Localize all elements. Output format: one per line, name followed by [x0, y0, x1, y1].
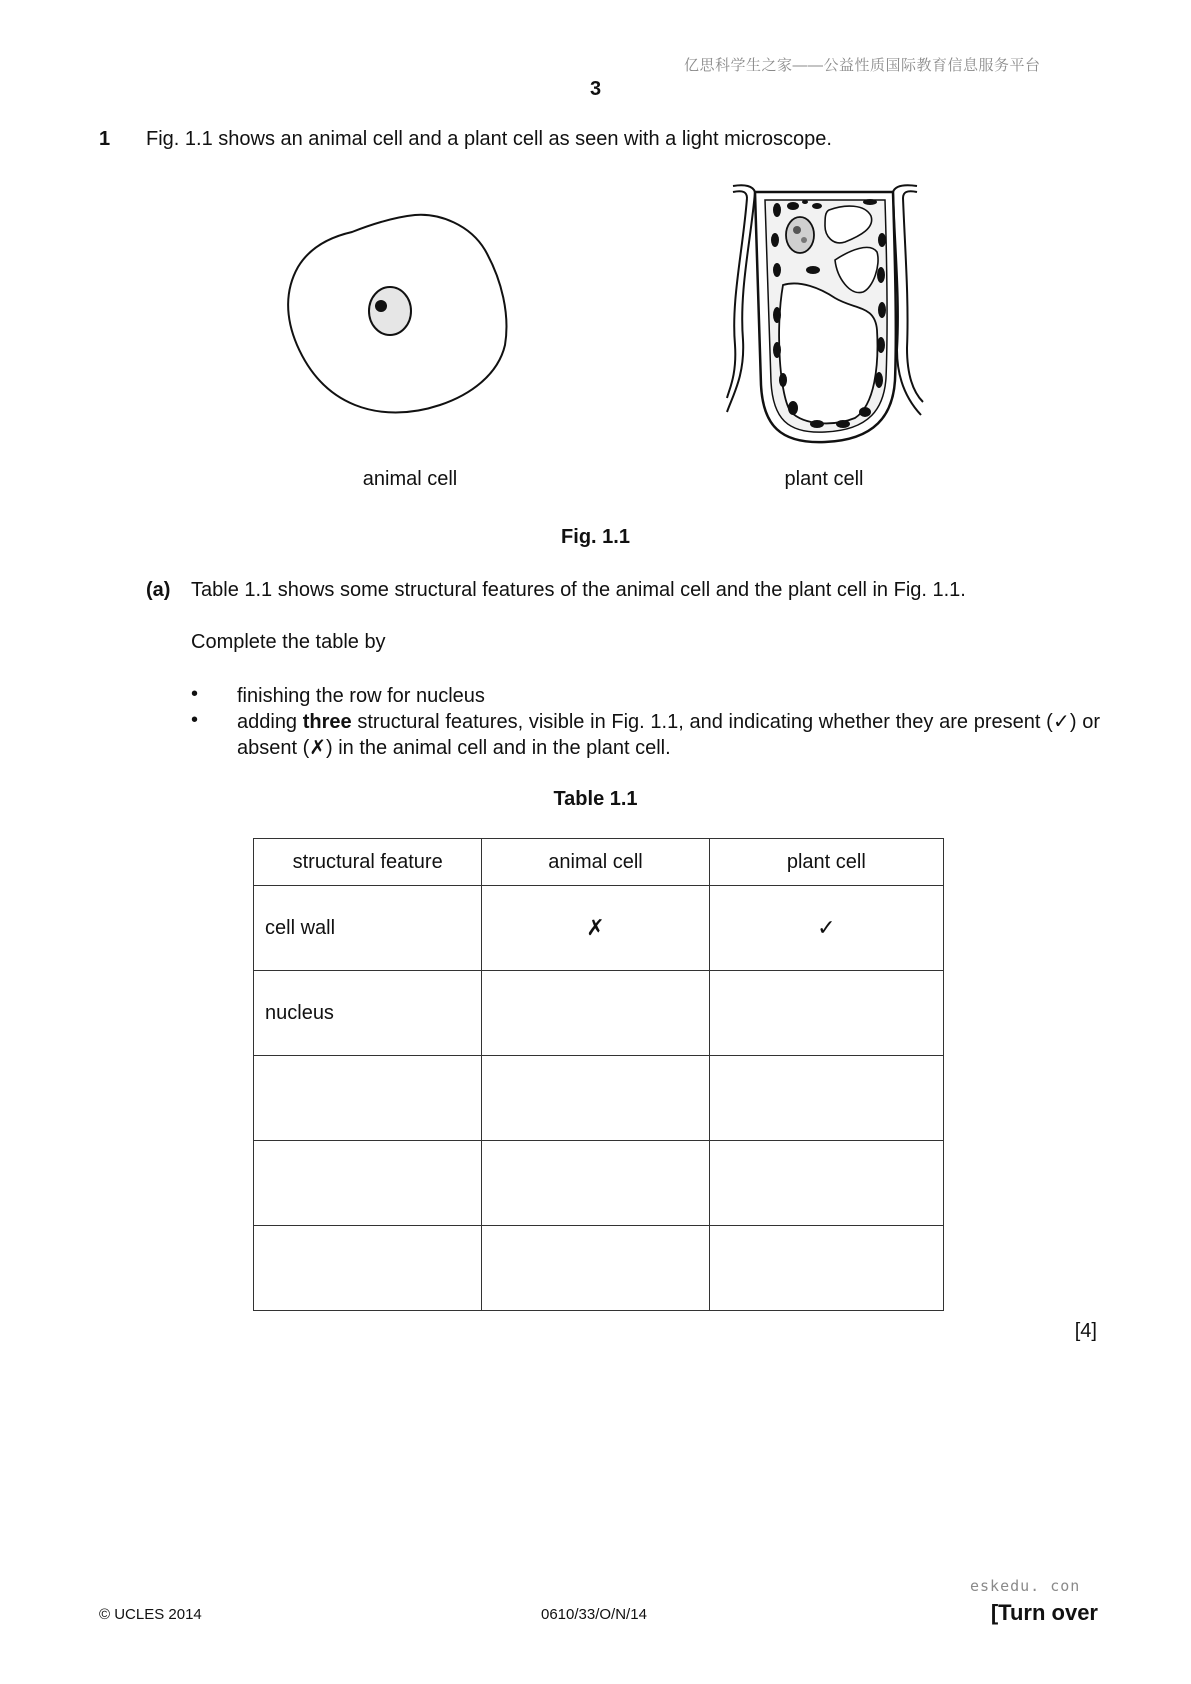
plant-nucleus [786, 217, 814, 253]
question-number: 1 [99, 128, 111, 150]
marks-allocation: [4] [1074, 1320, 1097, 1342]
table-row [254, 886, 944, 971]
bullet-dot-2: • [191, 709, 199, 731]
turn-over: [Turn over [990, 1600, 1098, 1625]
header-structural-feature: structural feature [254, 839, 482, 886]
page-number: 3 [589, 78, 602, 100]
footer-watermark: eskedu. con [970, 1577, 1081, 1595]
bullet-2-text [237, 709, 1100, 761]
bullet-2-post: structural features, visible in Fig. 1.1, and indicating whether they are present (✓) or absent (✗) in the animal cell and in the plant cell. [237, 711, 1100, 759]
animal-nucleolus [375, 300, 387, 312]
plant-mark-cell[interactable] [709, 1056, 943, 1141]
question-intro: Fig. 1.1 shows an animal cell and a plant cell as seen with a light microscope. [146, 128, 832, 150]
part-a-instruction: Complete the table by [191, 631, 386, 653]
part-a-label: (a) [146, 579, 171, 601]
header-plant-cell: plant cell [709, 839, 943, 886]
bullet-2-pre: adding [237, 711, 303, 733]
figure-caption: Fig. 1.1 [561, 526, 630, 548]
table-header-row [254, 839, 944, 886]
feature-cell[interactable] [254, 1141, 482, 1226]
header-animal-cell: animal cell [482, 839, 709, 886]
animal-mark-cell[interactable] [482, 1141, 709, 1226]
table-row [254, 1056, 944, 1141]
table-caption: Table 1.1 [553, 788, 638, 810]
plant-mark-cell[interactable] [709, 1226, 943, 1311]
header-watermark: 亿思科学生之家——公益性质国际教育信息服务平台 [684, 57, 1041, 74]
animal-mark-cell[interactable] [482, 971, 709, 1056]
animal-mark-cell[interactable] [482, 1226, 709, 1311]
part-a-text: Table 1.1 shows some structural features of the animal cell and the plant cell in Fig. 1.1. [191, 579, 966, 601]
paper-code: 0610/33/O/N/14 [541, 1606, 647, 1623]
table-row [254, 1226, 944, 1311]
plant-cell-label: plant cell [784, 468, 864, 490]
feature-cell[interactable] [254, 1056, 482, 1141]
feature-cell[interactable] [254, 1226, 482, 1311]
animal-mark-cell[interactable] [482, 1056, 709, 1141]
animal-mark-cell: ✗ [482, 886, 709, 971]
animal-cell-label: animal cell [362, 468, 458, 490]
bullet-1-text: finishing the row for nucleus [237, 685, 485, 707]
table-row [254, 1141, 944, 1226]
plant-mark-cell: ✓ [709, 886, 943, 971]
animal-nucleus [369, 287, 411, 335]
bullet-dot-1: • [191, 683, 199, 705]
copyright: © UCLES 2014 [99, 1606, 202, 1623]
feature-cell: nucleus [254, 971, 482, 1056]
bullet-2-bold: three [302, 711, 352, 733]
animal-cell-diagram [280, 205, 530, 425]
structural-features-table [253, 838, 944, 1311]
table-row [254, 971, 944, 1056]
plant-cell-diagram [725, 180, 925, 445]
feature-cell: cell wall [254, 886, 482, 971]
plant-mark-cell[interactable] [709, 1141, 943, 1226]
plant-mark-cell[interactable] [709, 971, 943, 1056]
